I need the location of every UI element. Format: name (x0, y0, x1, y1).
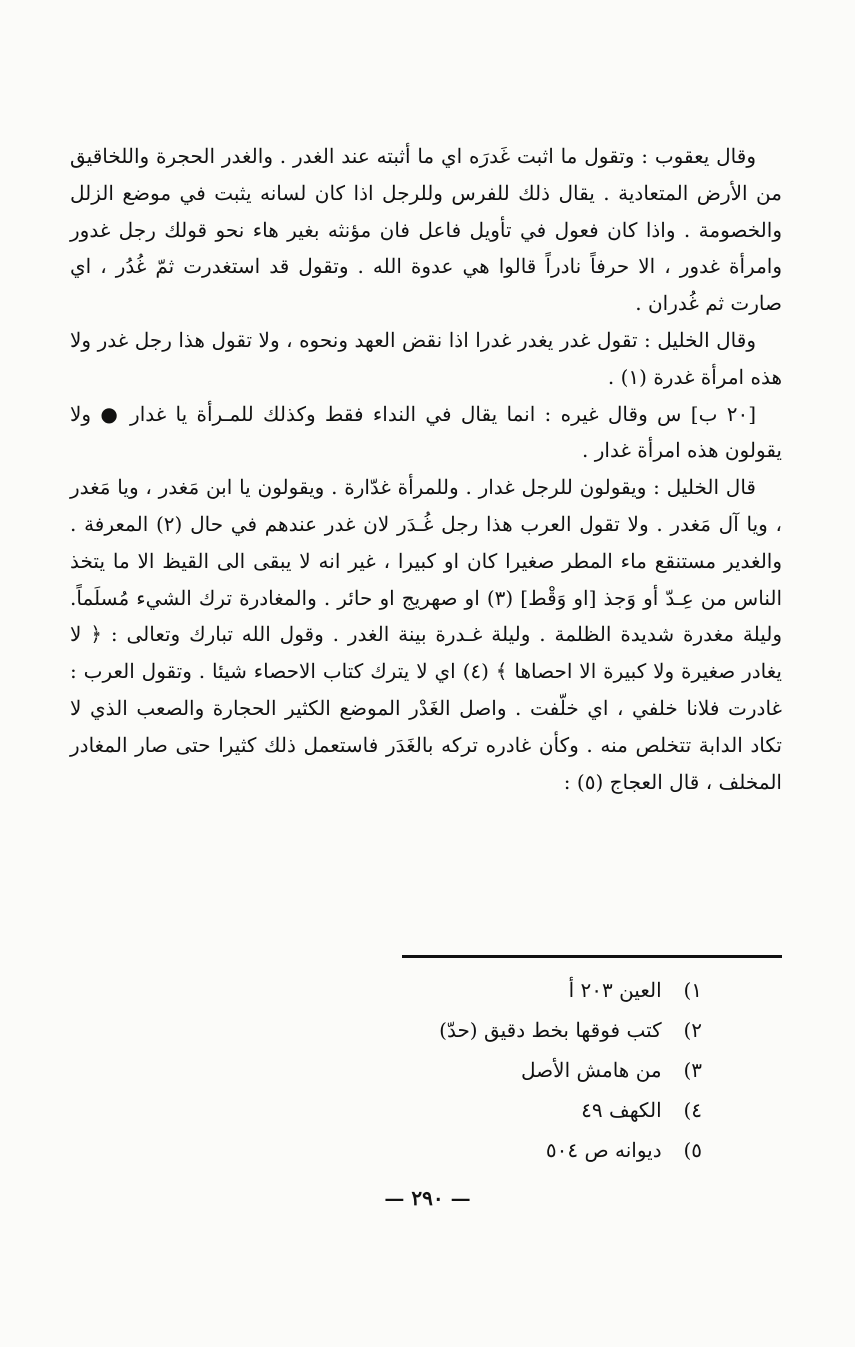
footnote-item (402, 1090, 702, 1130)
footnote-item (402, 1050, 702, 1090)
footnote-number: ١) (683, 978, 702, 1002)
footnote-divider (402, 955, 782, 958)
footnote-number: ٢) (683, 1018, 702, 1042)
page-number: — ٢٩٠ — (384, 1186, 471, 1210)
footnote-text: من هامش الأصل (521, 1058, 662, 1082)
footnote-item (402, 1010, 702, 1050)
footnote-item (402, 970, 702, 1010)
footnote-item (402, 1130, 702, 1170)
footnote-text: العين ٢٠٣ أ (568, 978, 662, 1002)
footnote-number: ٥) (683, 1138, 702, 1162)
footnote-text: كتب فوقها بخط دقيق (حدّ) (439, 1018, 662, 1042)
footnote-number: ٤) (683, 1098, 702, 1122)
paragraph-ghayruhu: [٢٠ ب] س وقال غيره : انما يقال في النداء فقط وكذلك للمـرأة يا غدار ● ولا يقولون هذه امرأة غدار . (70, 401, 782, 463)
paragraph-khalil: وقال الخليل : تقول غدر يغدر غدرا اذا نقض العهد ونحوه ، ولا تقول هذا رجل غدر ولا هذه امرأة غدرة (١) . (70, 327, 782, 389)
main-text (70, 138, 782, 800)
paragraph-khalil-ghaddar: قال الخليل : ويقولون للرجل غدار . وللمرأة غدّارة . ويقولون يا ابن مَغدر ، ويا مَغدر ، ويا آل مَغدر . ولا تقول العرب هذا رجل غُـدَر لان غدر عندهم في حال (٢) المعرفة . والغدير مستنقع ماء المطر صغيرا كان او كبيرا ، غير انه لا يبقى الى القيظ الا ما يتخذ الناس من عِـدّ أو وَجذ [او وَقْط] (٣) او صهريج او حائر . والمغادرة ترك الشيء مُسلَماً. وليلة مغدرة شديدة الظلمة . وليلة غـدرة بينة الغدر . وقول الله تبارك وتعالى : ﴿ لا يغادر صغيرة ولا كبيرة الا احصاها ﴾ (٤) اي لا يترك كتاب الاحصاء شيئا . وتقول العرب : غادرت فلانا خلفي ، اي خلّفت . واصل الغَدْر الموضع الكثير الحجارة والصعب الذي لا تكاد الدابة تتخلص منه . وكأن غادره تركه بالغَدَر فاستعمل ذلك كثيرا حتى صار المغادر المخلف ، قال العجاج (٥) : (70, 475, 783, 794)
footnote-text: ديوانه ص ٥٠٤ (545, 1138, 662, 1162)
footnote-text: الكهف ٤٩ (581, 1098, 662, 1122)
footnote-number: ٣) (683, 1058, 702, 1082)
paragraph-yaqub: وقال يعقوب : وتقول ما اثبت غَدرَه اي ما أثبته عند الغدر . والغدر الحجرة واللخاقيق من الأرض المتعادية . يقال ذلك للفرس وللرجل اذا كان لسانه يثبت في موضع الزلل والخصومة . واذا كان فعول في تأويل فاعل فان مؤنثه بغير هاء نحو قولك رجل غدور وامرأة غدور ، الا حرفاً نادراً قالوا هي عدوة الله . وتقول قد استغدرت ثمّ غُدُر ، اي صارت ثم غُدران . (70, 144, 782, 316)
footnotes (402, 970, 702, 1170)
